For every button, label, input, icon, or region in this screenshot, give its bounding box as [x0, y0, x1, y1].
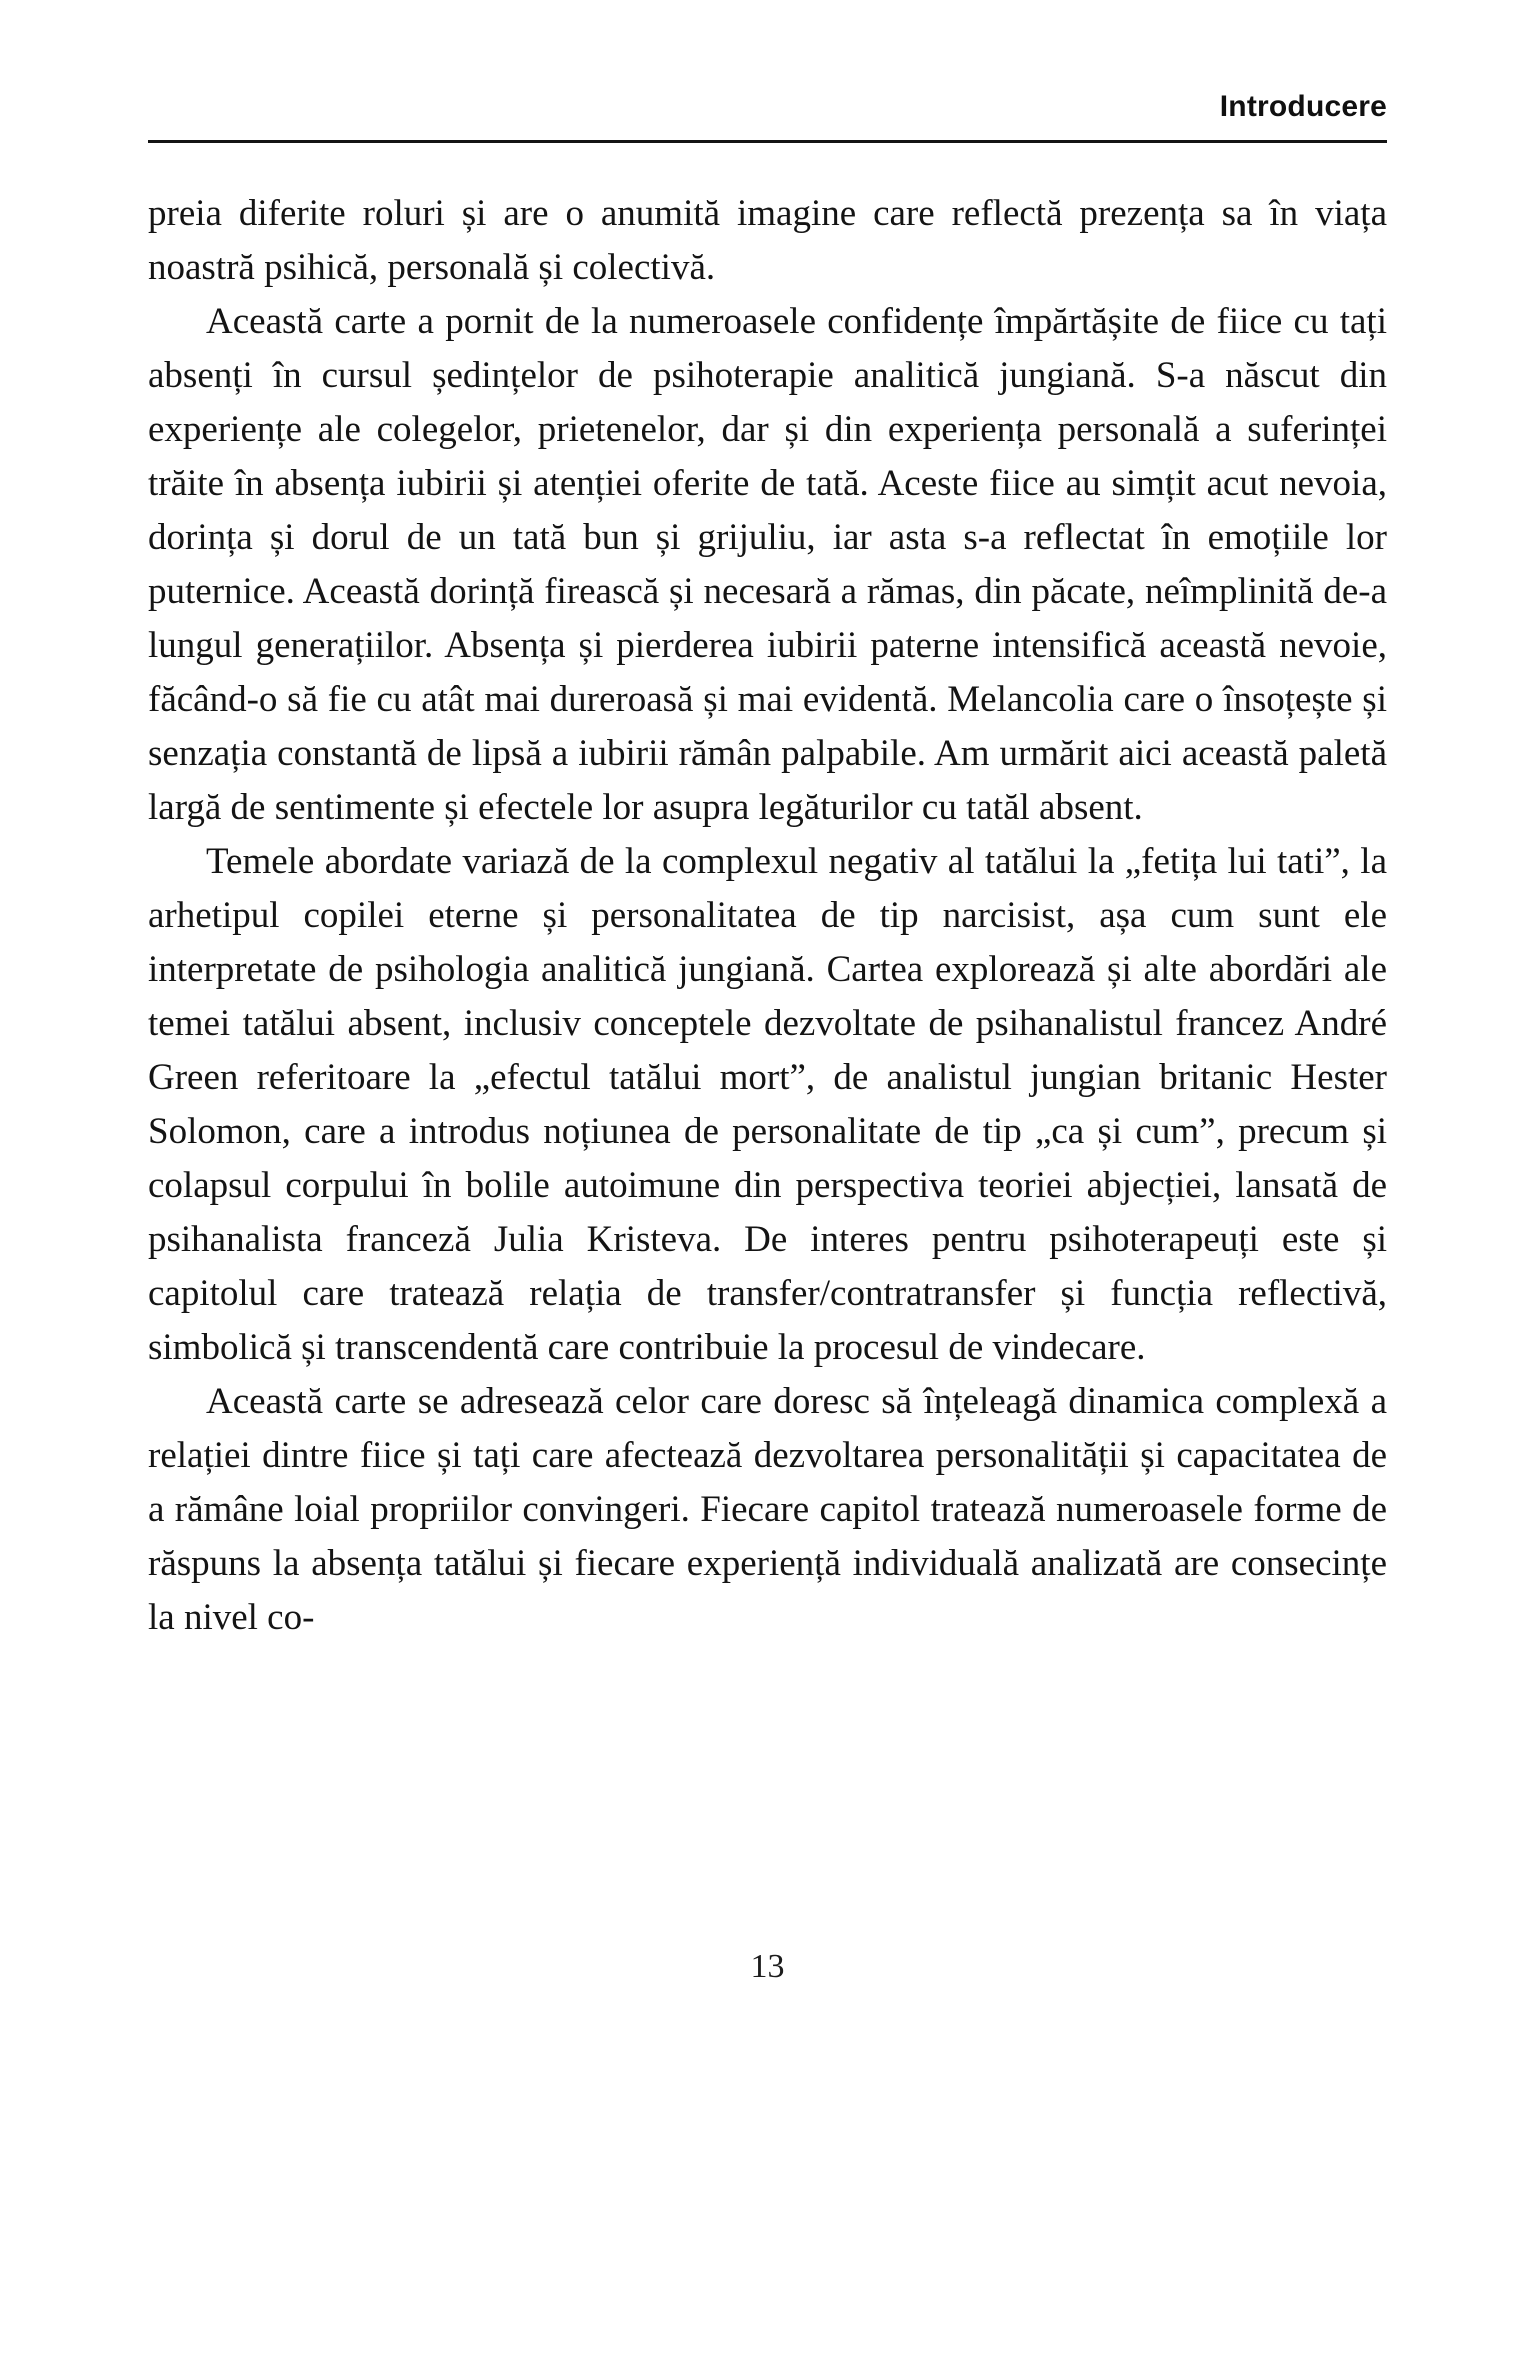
body-text	[148, 187, 1387, 1645]
paragraph: Această carte se adresează celor care doresc să înțeleagă dinamica complexă a relației dintre fiice și tați care afectează dezvoltarea personalității și capacitatea de a rămâne loial propriilor convingeri. Fiecare capitol tratează numeroasele forme de răspuns la absența tatălui și fiecare experiență individuală analizată are consecințe la nivel co-	[148, 1381, 1387, 1638]
running-head: Introducere	[1219, 90, 1387, 123]
paragraph-continuation: preia diferite roluri și are o anumită imagine care reflectă prezența sa în viața noastră psihică, personală și colectivă.	[148, 193, 1387, 288]
header-rule	[148, 140, 1387, 143]
page-number: 13	[750, 1948, 785, 1985]
paragraph: Această carte a pornit de la numeroasele confidențe împărtășite de fiice cu tați absenți în cursul ședințelor de psihoterapie analitică jungiană. S-a născut din experiențe ale colegelor, prietenelor, dar și din experiența personală a suferinței trăite în absența iubirii și atenției oferite de tată. Aceste fiice au simțit acut nevoia, dorința și dorul de un tată bun și grijuliu, iar asta s-a reflectat în emoțiile lor puternice. Această dorință firească și necesară a rămas, din păcate, neîmplinită de-a lungul generațiilor. Absența și pierderea iubirii paterne intensifică această nevoie, făcând-o să fie cu atât mai dureroasă și mai evidentă. Melancolia care o însoțește și senzația constantă de lipsă a iubirii rămân palpabile. Am urmărit aici această paletă largă de sentimente și efectele lor asupra legăturilor cu tatăl absent.	[148, 301, 1387, 828]
page-content	[148, 0, 1387, 1645]
paragraph: Temele abordate variază de la complexul negativ al tatălui la „fetița lui tati”, la arhetipul copilei eterne și personalitatea de tip narcisist, așa cum sunt ele interpretate de psihologia analitică jungiană. Cartea explorează și alte abordări ale temei tatălui absent, inclusiv conceptele dezvoltate de psihanalistul francez André Green referitoare la „efectul tatălui mort”, de analistul jungian britanic Hester Solomon, care a introdus noțiunea de personalitate de tip „ca și cum”, precum și colapsul corpului în bolile autoimune din perspectiva teoriei abjecției, lansată de psihanalista franceză Julia Kristeva. De interes pentru psihoterapeuți este și capitolul care tratează relația de transfer/contratransfer și funcția reflectivă, simbolică și transcendentă care contribuie la procesul de vindecare.	[148, 841, 1387, 1368]
